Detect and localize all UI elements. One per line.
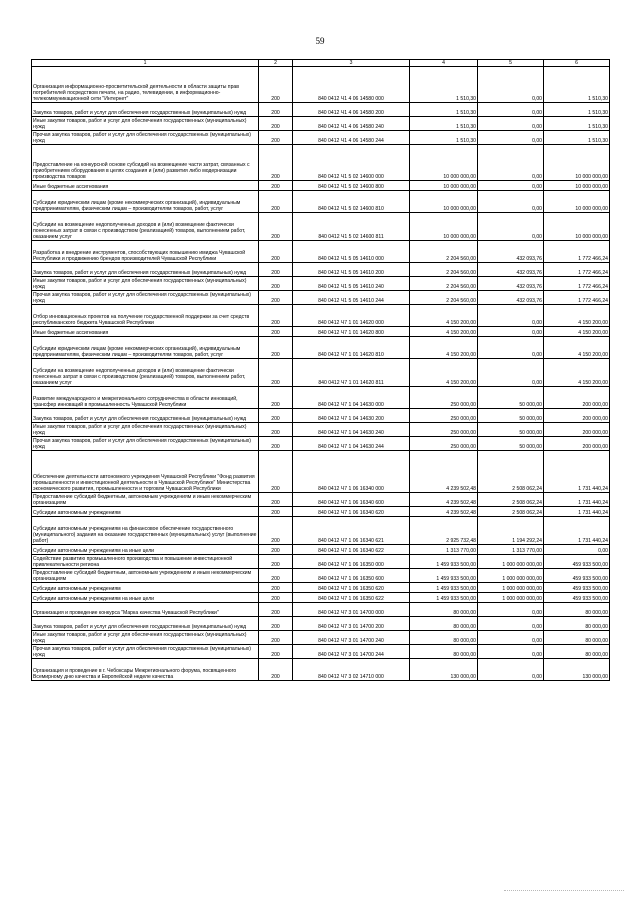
row-code: 200 [259,263,293,277]
row-code: 200 [259,583,293,593]
row-name: Предоставление субсидий бюджетным, автономным учреждениям и иным некоммерческим организациям [32,493,259,507]
budget-table [31,59,610,681]
table-row [32,213,610,241]
row-value-1: 4 150 200,00 [410,337,478,359]
table-row [32,117,610,131]
row-name: Иные закупки товаров, работ и услуг для обеспечения государственных (муниципальных) нужд [32,423,259,437]
row-kbk: 840 0412 Ч7 1 01 14620 800 [293,327,410,337]
table-row [32,387,610,409]
table-row [32,263,610,277]
row-name: Иные бюджетные ассигнования [32,181,259,191]
row-name: Разработка и внедрение инструментов, способствующих повышению имиджа Чувашской Республики и продвижению брендов производителей Чувашской Республики [32,241,259,263]
row-value-2: 0,00 [478,617,544,631]
row-value-2: 0,00 [478,645,544,659]
row-kbk: 840 0412 Ч7 1 06 16350 620 [293,583,410,593]
row-code: 200 [259,451,293,493]
row-kbk: 840 0412 Ч7 1 06 16340 621 [293,517,410,545]
table-row [32,617,610,631]
row-code: 200 [259,409,293,423]
row-value-1: 2 204 560,00 [410,241,478,263]
row-value-1: 80 000,00 [410,617,478,631]
row-name: Закупка товаров, работ и услуг для обеспечения государственных (муниципальных) нужд [32,409,259,423]
row-kbk: 840 0412 Ч7 1 06 16350 000 [293,555,410,569]
table-row [32,337,610,359]
row-kbk: 840 0412 Ч7 1 06 16340 000 [293,451,410,493]
table-row [32,631,610,645]
page-number: 59 [315,36,325,46]
row-value-1: 1 510,30 [410,67,478,103]
row-value-1: 1 313 770,00 [410,545,478,555]
row-code: 200 [259,337,293,359]
row-value-3: 459 933 500,00 [544,593,610,603]
row-value-2: 0,00 [478,305,544,327]
row-kbk: 840 0412 Ч1 5 05 14610 000 [293,241,410,263]
row-name: Субсидии на возмещение недополученных доходов и (или) возмещение фактически понесенных затрат в связи с производством (реализацией) товаров, выполнением работ, оказанием услуг [32,359,259,387]
table-row [32,131,610,145]
row-value-1: 2 204 560,00 [410,277,478,291]
row-value-2: 1 000 000 000,00 [478,593,544,603]
row-value-2: 0,00 [478,337,544,359]
row-kbk: 840 0412 Ч1 5 02 14600 811 [293,213,410,241]
column-header: 1 [32,60,259,67]
row-kbk: 840 0412 Ч1 4 06 14580 000 [293,67,410,103]
table-row [32,437,610,451]
table-row [32,103,610,117]
row-value-1: 4 150 200,00 [410,327,478,337]
row-code: 200 [259,305,293,327]
row-code: 200 [259,423,293,437]
row-value-1: 130 000,00 [410,659,478,681]
row-value-2: 0,00 [478,67,544,103]
row-name: Отбор инновационных проектов на получение государственной поддержки за счет средств республиканского бюджета Чувашской Республики [32,305,259,327]
row-name: Субсидии автономным учреждениям на иные цели [32,545,259,555]
row-value-3: 130 000,00 [544,659,610,681]
table-row [32,241,610,263]
row-kbk: 840 0412 Ч7 1 06 16350 622 [293,593,410,603]
row-value-2: 1 000 000 000,00 [478,569,544,583]
row-name: Закупка товаров, работ и услуг для обеспечения государственных (муниципальных) нужд [32,617,259,631]
row-value-3: 1 510,30 [544,131,610,145]
row-name: Прочая закупка товаров, работ и услуг для обеспечения государственных (муниципальных) нужд [32,291,259,305]
row-value-1: 10 000 000,00 [410,145,478,181]
row-code: 200 [259,277,293,291]
row-value-2: 432 093,76 [478,263,544,277]
row-value-2: 2 508 062,24 [478,507,544,517]
row-name: Иные закупки товаров, работ и услуг для обеспечения государственных (муниципальных) нужд [32,631,259,645]
row-value-2: 0,00 [478,103,544,117]
table-row [32,583,610,593]
row-kbk: 840 0412 Ч7 1 04 14630 200 [293,409,410,423]
row-name: Закупка товаров, работ и услуг для обеспечения государственных (муниципальных) нужд [32,103,259,117]
row-value-2: 0,00 [478,145,544,181]
table-row [32,517,610,545]
row-value-1: 4 239 502,48 [410,493,478,507]
row-kbk: 840 0412 Ч7 3 01 14700 240 [293,631,410,645]
table-row [32,423,610,437]
row-value-3: 4 150 200,00 [544,337,610,359]
row-value-3: 4 150 200,00 [544,359,610,387]
row-kbk: 840 0412 Ч7 1 06 16340 620 [293,507,410,517]
row-code: 200 [259,359,293,387]
row-kbk: 840 0412 Ч1 5 02 14600 000 [293,145,410,181]
table-row [32,181,610,191]
table-row [32,569,610,583]
row-kbk: 840 0412 Ч7 1 01 14620 811 [293,359,410,387]
row-value-1: 10 000 000,00 [410,191,478,213]
row-code: 200 [259,545,293,555]
row-value-2: 0,00 [478,191,544,213]
table-row [32,493,610,507]
row-value-1: 10 000 000,00 [410,181,478,191]
row-name: Организация и проведение в г. Чебоксары Межрегионального форума, посвященного Всемирному дню качества и Европейской неделе качества [32,659,259,681]
row-name: Субсидии автономным учреждениям на финансовое обеспечение государственного (муниципального) задания на оказание государственных (муниципальных) услуг (выполнение работ) [32,517,259,545]
row-name: Субсидии автономным учреждениям на иные цели [32,593,259,603]
table-row [32,593,610,603]
row-value-3: 80 000,00 [544,603,610,617]
table-row [32,545,610,555]
table-row [32,191,610,213]
row-value-2: 0,00 [478,181,544,191]
row-value-2: 50 000,00 [478,409,544,423]
row-name: Прочая закупка товаров, работ и услуг для обеспечения государственных (муниципальных) нужд [32,131,259,145]
row-kbk: 840 0412 Ч1 5 05 14610 240 [293,277,410,291]
row-kbk: 840 0412 Ч7 3 02 14710 000 [293,659,410,681]
row-value-2: 50 000,00 [478,437,544,451]
row-value-1: 4 239 502,48 [410,507,478,517]
row-value-1: 250 000,00 [410,387,478,409]
row-code: 200 [259,191,293,213]
row-value-2: 1 194 292,24 [478,517,544,545]
row-name: Прочая закупка товаров, работ и услуг для обеспечения государственных (муниципальных) нужд [32,437,259,451]
row-code: 200 [259,493,293,507]
row-value-1: 10 000 000,00 [410,213,478,241]
row-code: 200 [259,617,293,631]
row-kbk: 840 0412 Ч1 4 06 14580 240 [293,117,410,131]
row-value-2: 0,00 [478,117,544,131]
row-code: 200 [259,103,293,117]
row-value-2: 50 000,00 [478,423,544,437]
row-value-3: 459 933 500,00 [544,555,610,569]
column-header: 2 [259,60,293,67]
row-code: 200 [259,645,293,659]
row-name: Субсидии автономным учреждениям [32,583,259,593]
row-value-3: 4 150 200,00 [544,305,610,327]
row-value-1: 250 000,00 [410,409,478,423]
row-value-3: 1 510,30 [544,67,610,103]
column-header-row [32,60,610,67]
row-value-2: 0,00 [478,631,544,645]
row-value-3: 0,00 [544,545,610,555]
row-code: 200 [259,241,293,263]
row-kbk: 840 0412 Ч7 3 01 14700 000 [293,603,410,617]
row-kbk: 840 0412 Ч7 1 04 14630 000 [293,387,410,409]
table-row [32,645,610,659]
row-value-1: 4 150 200,00 [410,359,478,387]
row-name: Субсидии юридическим лицам (кроме некоммерческих организаций), индивидуальным предпринимателям, физическим лицам – производителям товаров, работ, услуг [32,191,259,213]
row-value-3: 1 772 466,24 [544,277,610,291]
row-kbk: 840 0412 Ч1 4 06 14580 200 [293,103,410,117]
row-code: 200 [259,517,293,545]
row-code: 200 [259,67,293,103]
row-code: 200 [259,631,293,645]
row-value-3: 1 731 440,24 [544,493,610,507]
row-name: Прочая закупка товаров, работ и услуг для обеспечения государственных (муниципальных) нужд [32,645,259,659]
row-name: Иные закупки товаров, работ и услуг для обеспечения государственных (муниципальных) нужд [32,117,259,131]
row-code: 200 [259,569,293,583]
row-value-3: 10 000 000,00 [544,191,610,213]
row-value-1: 250 000,00 [410,437,478,451]
row-value-2: 2 508 062,24 [478,493,544,507]
row-code: 200 [259,145,293,181]
row-value-1: 80 000,00 [410,603,478,617]
row-code: 200 [259,213,293,241]
row-value-3: 1 772 466,24 [544,263,610,277]
row-value-2: 432 093,76 [478,291,544,305]
row-value-1: 1 510,30 [410,117,478,131]
row-value-3: 200 000,00 [544,409,610,423]
row-value-3: 1 731 440,24 [544,517,610,545]
table-row [32,359,610,387]
row-kbk: 840 0412 Ч1 5 05 14610 244 [293,291,410,305]
row-kbk: 840 0412 Ч7 1 04 14630 244 [293,437,410,451]
row-value-2: 432 093,76 [478,277,544,291]
table-row [32,291,610,305]
column-header: 4 [410,60,478,67]
row-name: Иные закупки товаров, работ и услуг для обеспечения государственных (муниципальных) нужд [32,277,259,291]
row-value-3: 80 000,00 [544,617,610,631]
row-code: 200 [259,181,293,191]
row-kbk: 840 0412 Ч7 1 04 14630 240 [293,423,410,437]
row-kbk: 840 0412 Ч1 5 02 14600 800 [293,181,410,191]
row-name: Закупка товаров, работ и услуг для обеспечения государственных (муниципальных) нужд [32,263,259,277]
column-header: 6 [544,60,610,67]
row-value-3: 80 000,00 [544,631,610,645]
row-value-2: 432 093,76 [478,241,544,263]
row-value-1: 2 204 560,00 [410,263,478,277]
row-kbk: 840 0412 Ч1 4 06 14580 244 [293,131,410,145]
row-kbk: 840 0412 Ч7 3 01 14700 200 [293,617,410,631]
row-value-1: 1 459 933 500,00 [410,555,478,569]
row-value-3: 4 150 200,00 [544,327,610,337]
row-value-3: 10 000 000,00 [544,181,610,191]
table-row [32,409,610,423]
row-value-2: 0,00 [478,603,544,617]
row-value-3: 200 000,00 [544,437,610,451]
row-value-2: 1 000 000 000,00 [478,583,544,593]
table-row [32,555,610,569]
row-code: 200 [259,117,293,131]
row-value-1: 80 000,00 [410,631,478,645]
row-value-1: 4 239 502,48 [410,451,478,493]
row-value-2: 0,00 [478,659,544,681]
row-kbk: 840 0412 Ч7 1 06 16350 600 [293,569,410,583]
row-kbk: 840 0412 Ч7 1 06 16340 622 [293,545,410,555]
row-value-3: 10 000 000,00 [544,213,610,241]
row-code: 200 [259,593,293,603]
row-value-2: 1 313 770,00 [478,545,544,555]
row-name: Предоставление на конкурсной основе субсидий на возмещение части затрат, связанных с приобретением оборудования в целях создания и (или) развития либо модернизации производства товаров [32,145,259,181]
row-value-3: 1 510,30 [544,117,610,131]
row-value-3: 80 000,00 [544,645,610,659]
row-kbk: 840 0412 Ч7 1 01 14620 000 [293,305,410,327]
row-kbk: 840 0412 Ч1 5 02 14600 810 [293,191,410,213]
row-value-3: 1 510,30 [544,103,610,117]
row-value-3: 200 000,00 [544,387,610,409]
row-kbk: 840 0412 Ч7 1 01 14620 810 [293,337,410,359]
row-value-1: 1 510,30 [410,103,478,117]
row-name: Организация и проведение конкурса "Марка качества Чувашской Республики" [32,603,259,617]
row-name: Предоставление субсидий бюджетным, автономным учреждениям и иным некоммерческим организациям [32,569,259,583]
row-code: 200 [259,291,293,305]
table-row [32,603,610,617]
row-kbk: 840 0412 Ч7 3 01 14700 244 [293,645,410,659]
table-row [32,67,610,103]
row-name: Субсидии на возмещение недополученных доходов и (или) возмещение фактически понесенных затрат в связи с производством (реализацией) товаров, выполнением работ, оказанием услуг [32,213,259,241]
row-value-2: 50 000,00 [478,387,544,409]
row-name: Иные бюджетные ассигнования [32,327,259,337]
row-value-3: 200 000,00 [544,423,610,437]
row-value-3: 1 731 440,24 [544,451,610,493]
row-value-2: 1 000 000 000,00 [478,555,544,569]
row-value-2: 0,00 [478,359,544,387]
row-code: 200 [259,437,293,451]
table-row [32,327,610,337]
row-code: 200 [259,131,293,145]
row-kbk: 840 0412 Ч1 5 05 14610 200 [293,263,410,277]
row-name: Развитие международного и межрегионального сотрудничества в области инноваций, трансфер инноваций в промышленность Чувашской Республики [32,387,259,409]
row-kbk: 840 0412 Ч7 1 06 16340 600 [293,493,410,507]
row-name: Обеспечение деятельности автономного учреждения Чувашской Республики "Фонд развития промышленности и инвестиционной деятельности в Чувашской Республике" Министерства экономического развития, промышленности и торговли Чувашской Республики [32,451,259,493]
table-row [32,145,610,181]
row-value-1: 1 510,30 [410,131,478,145]
row-code: 200 [259,327,293,337]
row-value-3: 10 000 000,00 [544,145,610,181]
column-header: 3 [293,60,410,67]
row-value-2: 2 508 062,24 [478,451,544,493]
table-row [32,451,610,493]
row-value-3: 459 933 500,00 [544,583,610,593]
row-value-1: 2 925 732,48 [410,517,478,545]
row-value-2: 0,00 [478,131,544,145]
table-row [32,659,610,681]
row-name: Субсидии автономным учреждениям [32,507,259,517]
row-name: Содействие развитию промышленного производства и повышение инвестиционной привлекательности региона [32,555,259,569]
row-value-3: 1 731 440,24 [544,507,610,517]
table-row [32,305,610,327]
table-row [32,277,610,291]
row-value-3: 459 933 500,00 [544,569,610,583]
column-header: 5 [478,60,544,67]
row-name: Организация информационно-просветительской деятельности в области защиты прав потребителей посредством печати, на радио, телевидении, в информационно-телекоммуникационной сети "Интернет" [32,67,259,103]
scan-artifact [504,887,624,891]
row-value-2: 0,00 [478,213,544,241]
row-value-1: 4 150 200,00 [410,305,478,327]
row-value-1: 2 204 560,00 [410,291,478,305]
row-code: 200 [259,659,293,681]
row-value-1: 1 459 933 500,00 [410,569,478,583]
row-value-1: 250 000,00 [410,423,478,437]
row-code: 200 [259,603,293,617]
row-name: Субсидии юридическим лицам (кроме некоммерческих организаций), индивидуальным предпринимателям, физическим лицам – производителям товаров, работ, услуг [32,337,259,359]
row-value-1: 1 459 933 500,00 [410,583,478,593]
row-code: 200 [259,555,293,569]
row-value-3: 1 772 466,24 [544,241,610,263]
row-code: 200 [259,387,293,409]
row-value-1: 80 000,00 [410,645,478,659]
row-value-3: 1 772 466,24 [544,291,610,305]
table-row [32,507,610,517]
row-code: 200 [259,507,293,517]
row-value-2: 0,00 [478,327,544,337]
row-value-1: 1 459 933 500,00 [410,593,478,603]
